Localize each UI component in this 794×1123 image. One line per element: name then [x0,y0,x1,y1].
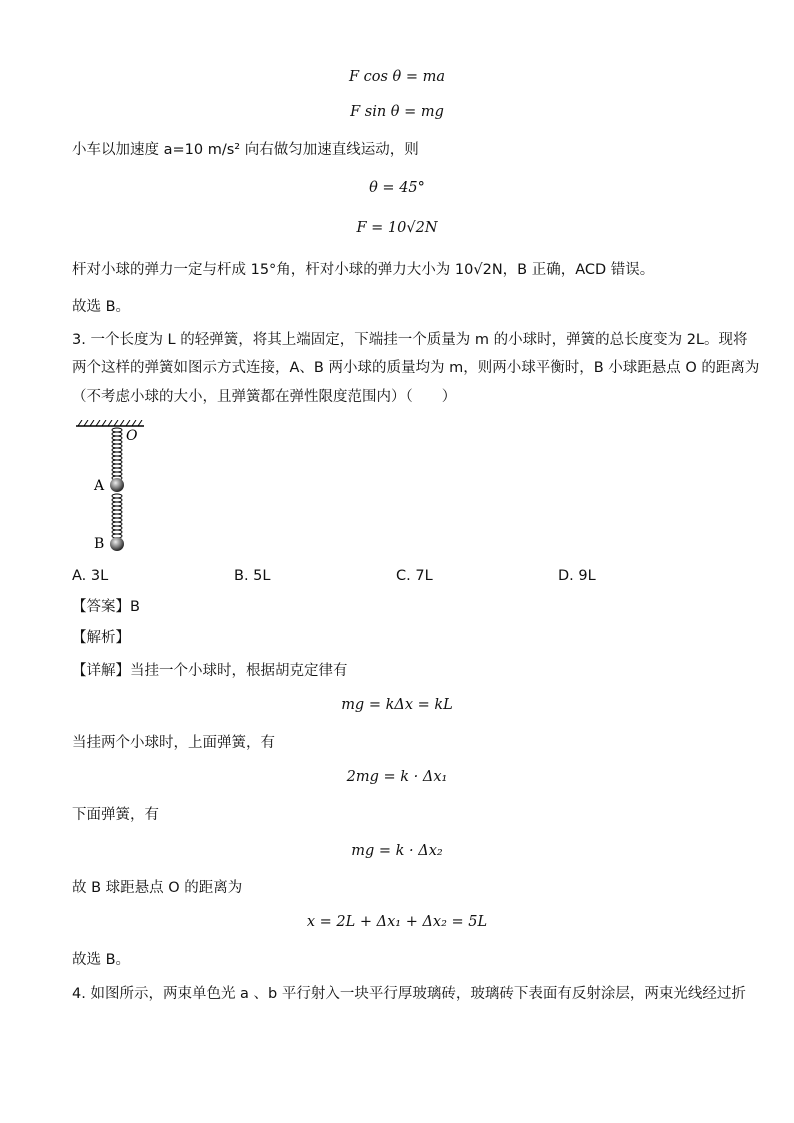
spring-figure [72,420,162,555]
choice-a: A. 3L [72,568,109,584]
ball-b [110,537,124,551]
paragraph-acceleration: 小车以加速度 a=10 m/s² 向右做匀加速直线运动，则 [72,142,419,158]
equation-upper-spring: 2mg = k · Δx₁ [346,769,448,785]
equation-f-sin: F sin θ = mg [350,104,444,120]
question-4-line-1: 4. 如图所示，两束单色光 a 、b 平行射入一块平行厚玻璃砖，玻璃砖下表面有反射涂层，两束光线经过折 [72,986,746,1002]
paragraph-conclusion: 杆对小球的弹力一定与杆成 15°角，杆对小球的弹力大小为 10√2N，B 正确，ACD 错误。 [72,262,655,278]
equation-hooke: mg = kΔx = kL [341,697,453,713]
paragraph-two-balls: 当挂两个小球时，上面弹簧，有 [72,735,275,751]
choice-d: D. 9L [558,568,596,584]
choice-b: B. 5L [234,568,271,584]
equation-f-cos: F cos θ = ma [348,69,446,85]
analysis-label: 【解析】 [72,630,130,646]
equation-distance: x = 2L + Δx₁ + Δx₂ = 5L [306,914,488,930]
question-3-line-1: 3. 一个长度为 L 的轻弹簧，将其上端固定，下端挂一个质量为 m 的小球时，弹簧的总长度变为 2L。现将 [72,332,748,348]
choice-c: C. 7L [396,568,433,584]
paragraph-lower-spring: 下面弹簧，有 [72,807,159,823]
ball-a [110,478,124,492]
question-3-line-3: （不考虑小球的大小，且弹簧都在弹性限度范围内）（ ） [72,389,457,405]
label-a: A [94,478,105,494]
answer-label: 【答案】B [72,599,140,615]
equation-lower-spring: mg = k · Δx₂ [351,843,443,859]
upper-spring [112,428,122,480]
question-3-line-2: 两个这样的弹簧如图示方式连接，A、B 两小球的质量均为 m，则两小球平衡时，B 小球距悬点 O 的距离为 [72,360,760,376]
detail-paragraph: 【详解】当挂一个小球时，根据胡克定律有 [72,663,348,679]
paragraph-distance: 故 B 球距悬点 O 的距离为 [72,880,243,896]
label-o: O [126,428,138,444]
paragraph-choice-b: 故选 B。 [72,299,131,315]
ceiling-hatch [78,420,142,426]
lower-spring [112,494,122,538]
equation-theta: θ = 45° [369,180,425,196]
paragraph-final-choice: 故选 B。 [72,952,131,968]
equation-force-value: F = 10√2N [356,220,438,236]
label-b: B [94,536,105,552]
